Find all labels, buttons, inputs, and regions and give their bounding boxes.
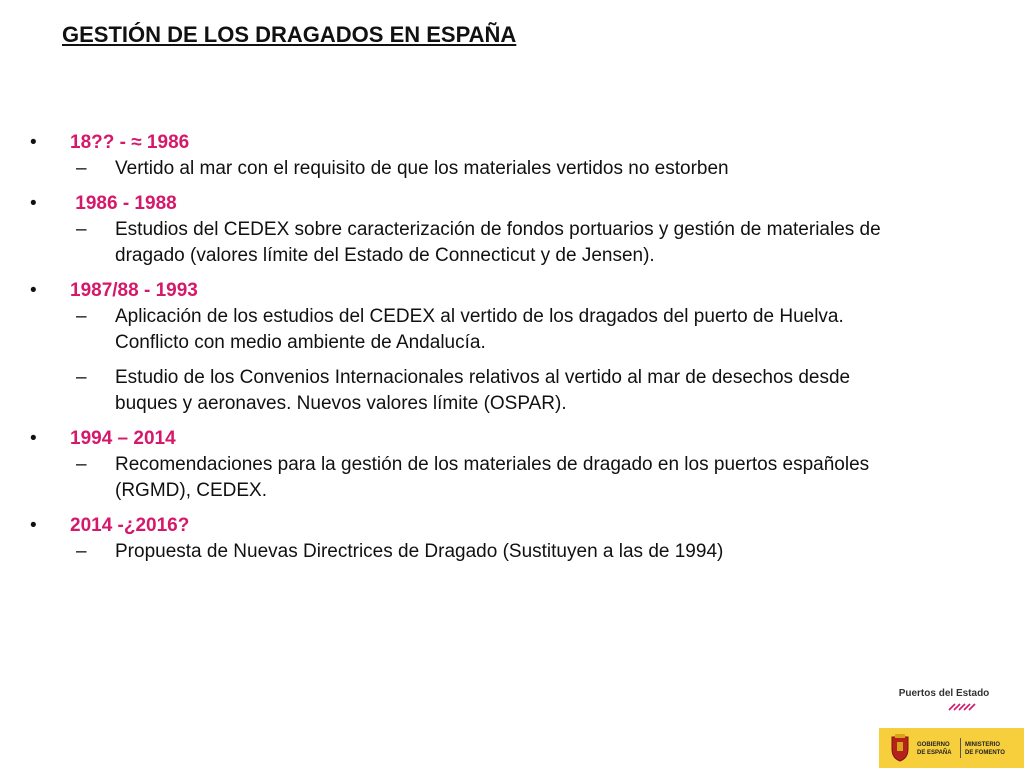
dash-icon: – [76,367,87,388]
period-line [0,130,1024,156]
logo-divider [960,738,961,758]
detail-text: Estudios del CEDEX sobre caracterización de fondos portuarios y gestión de materiales de dragado (valores límite del Estado de Connecticut y de Jensen). [115,219,881,266]
gobierno-label: GOBIERNO DE ESPAÑA [917,742,952,756]
ministerio-label: MINISTERIO DE FOMENTO [965,742,1005,756]
period-line [0,278,1024,304]
puertos-del-estado-logo: Puertos del Estado [898,688,990,699]
detail-line [0,452,915,504]
period-line [0,191,1024,217]
dash-icon: – [76,219,87,240]
detail-text: Propuesta de Nuevas Directrices de Dragado (Sustituyen a las de 1994) [115,541,724,562]
gobierno-bar [879,728,1024,768]
bullet-icon: • [30,280,37,301]
detail-line [0,365,915,417]
detail-text: Estudio de los Convenios Internacionales relativos al vertido al mar de desechos desde buques y aeronaves. Nuevos valores límite (OSPAR). [115,367,851,414]
timeline-item [0,278,1024,417]
detail-line [0,539,915,565]
period-label: 2014 -¿2016? [70,515,190,536]
timeline-item [0,426,1024,504]
detail-text: Aplicación de los estudios del CEDEX al vertido de los dragados del puerto de Huelva. Conflicto con medio ambiente de Andalucía. [115,306,844,353]
puertos-waves-icon [948,702,976,712]
period-label: 18?? - ≈ 1986 [70,132,190,153]
period-label: 1986 - 1988 [70,193,177,214]
bullet-icon: • [30,515,37,536]
slide-title: GESTIÓN DE LOS DRAGADOS EN ESPAÑA [62,22,517,47]
dash-icon: – [76,306,87,327]
period-line [0,426,1024,452]
bullet-icon: • [30,428,37,449]
dash-icon: – [76,454,87,475]
detail-text: Recomendaciones para la gestión de los materiales de dragado en los puertos españoles (RGMD), CEDEX. [115,454,870,501]
period-line [0,513,1024,539]
timeline-list [0,130,1024,574]
detail-line [0,304,915,356]
detail-text: Vertido al mar con el requisito de que los materiales vertidos no estorben [115,158,729,179]
dash-icon: – [76,158,87,179]
timeline-item [0,191,1024,269]
period-label: 1987/88 - 1993 [70,280,198,301]
timeline-item [0,513,1024,565]
timeline-item [0,130,1024,182]
detail-line [0,156,915,182]
bullet-icon: • [30,132,37,153]
bullet-icon: • [30,193,37,214]
footer-logos [879,684,1024,768]
detail-line [0,217,915,269]
period-label: 1994 – 2014 [70,428,176,449]
dash-icon: – [76,541,87,562]
coat-of-arms-icon [889,733,911,763]
